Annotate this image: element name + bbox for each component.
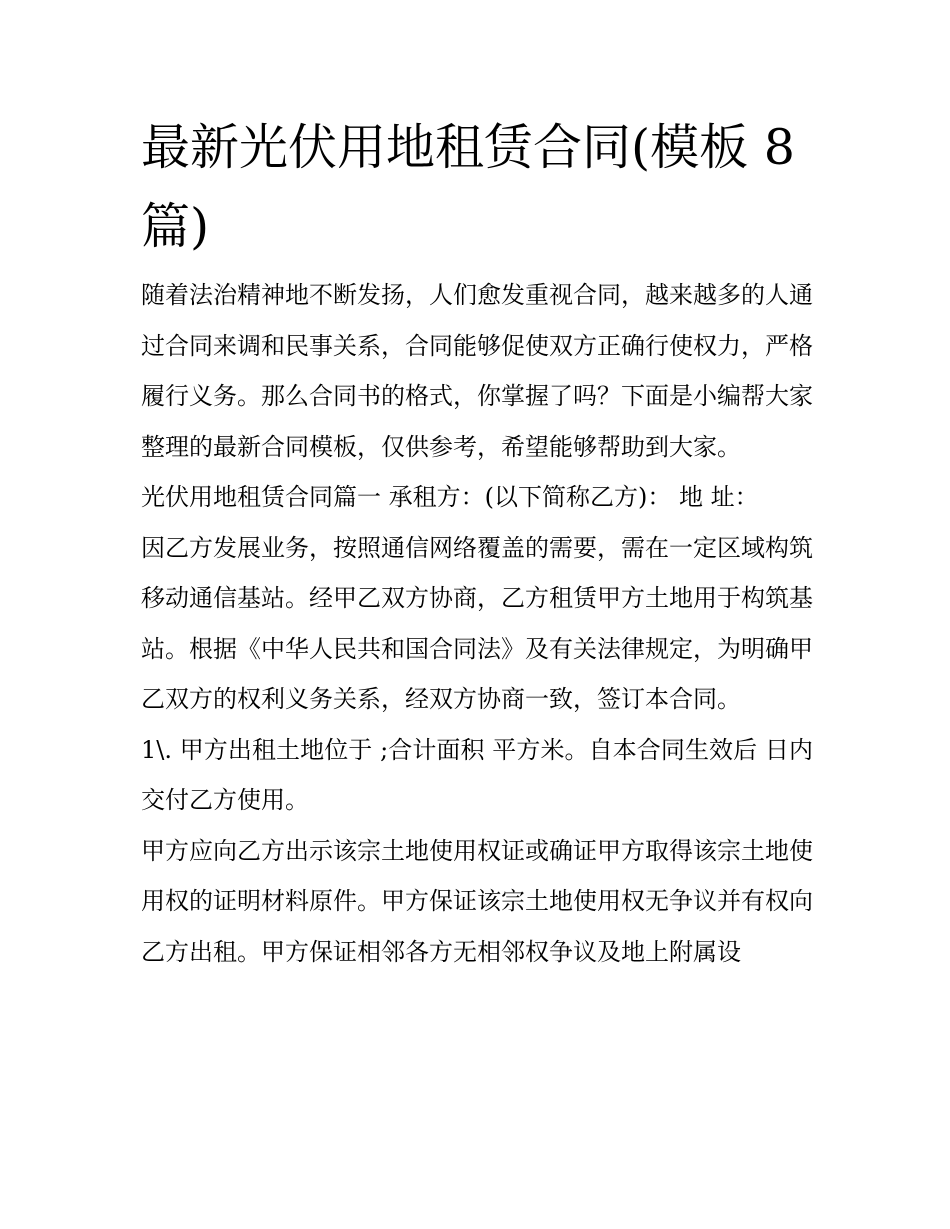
document-page (141, 108, 813, 977)
intro-paragraph: 随着法治精神地不断发扬，人们愈发重视合同，越来越多的人通过合同来调和民事关系，合同能够促使双方正确行使权力，严格履行义务。那么合同书的格式，你掌握了吗？下面是小编帮大家整理的最新合同模板，仅供参考，希望能够帮助到大家。 (141, 281, 813, 461)
land-right-paragraph: 甲方应向乙方出示该宗土地使用权证或确证甲方取得该宗土地使用权的证明材料原件。甲方保证该宗土地使用权无争议并有权向乙方出租。甲方保证相邻各方无相邻权争议及地上附属设 (141, 836, 813, 966)
purpose-paragraph: 因乙方发展业务，按照通信网络覆盖的需要，需在一定区域构筑移动通信基站。经甲乙双方协商，乙方租赁甲方土地用于构筑基站。根据《中华人民共和国合同法》及有关法律规定，为明确甲乙双方的权利义务关系，经双方协商一致，签订本合同。 (141, 533, 813, 713)
parties-paragraph: 光伏用地租赁合同篇一 承租方：(以下简称乙方)： 地 址： (141, 483, 759, 511)
document-title: 最新光伏用地租赁合同(模板 8 篇) (141, 119, 795, 255)
clause-1-paragraph: 1\. 甲方出租土地位于 ;合计面积 平方米。自本合同生效后 日内交付乙方使用。 (141, 735, 813, 814)
